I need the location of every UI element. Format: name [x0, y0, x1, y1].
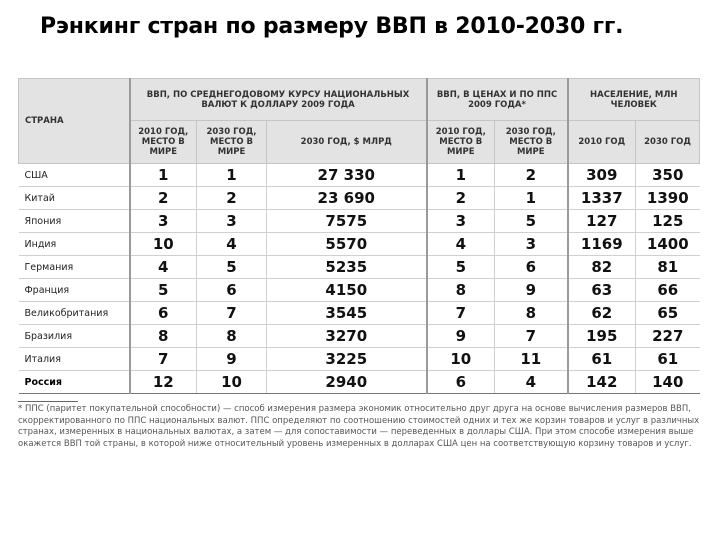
ppp-rank-2010-cell: 9 — [427, 325, 495, 348]
rank-2030-cell: 2 — [197, 187, 267, 210]
population-2010-cell: 195 — [568, 325, 636, 348]
ppp-rank-2030-header: 2030 ГОД, МЕСТО В МИРЕ — [495, 121, 568, 164]
rank-2010-cell: 5 — [130, 279, 197, 302]
rank-2010-cell: 1 — [130, 164, 197, 187]
ppp-rank-2010-cell: 8 — [427, 279, 495, 302]
population-2010-cell: 1337 — [568, 187, 636, 210]
rank-2030-cell: 4 — [197, 233, 267, 256]
population-2030-cell: 61 — [636, 348, 700, 371]
population-2010-cell: 63 — [568, 279, 636, 302]
country-name: Бразилия — [19, 325, 130, 348]
population-2030-cell: 81 — [636, 256, 700, 279]
population-2030-cell: 66 — [636, 279, 700, 302]
ppp-rank-2030-cell: 2 — [495, 164, 568, 187]
population-group-header: НАСЕЛЕНИЕ, МЛН ЧЕЛОВЕК — [568, 79, 700, 121]
rank-2030-cell: 1 — [197, 164, 267, 187]
ppp-rank-2010-cell: 10 — [427, 348, 495, 371]
rank-2010-cell: 7 — [130, 348, 197, 371]
ppp-rank-2030-cell: 1 — [495, 187, 568, 210]
rank-2010-cell: 3 — [130, 210, 197, 233]
rank-2030-cell: 5 — [197, 256, 267, 279]
gdp-2030-header: 2030 ГОД, $ МЛРД — [267, 121, 427, 164]
rank-2030-cell: 8 — [197, 325, 267, 348]
ppp-rank-2030-cell: 3 — [495, 233, 568, 256]
table-header-row-groups — [19, 79, 700, 121]
population-2030-cell: 125 — [636, 210, 700, 233]
population-2010-cell: 127 — [568, 210, 636, 233]
nominal-gdp-group-header: ВВП, ПО СРЕДНЕГОДОВОМУ КУРСУ НАЦИОНАЛЬНЫХ ВАЛЮТ К ДОЛЛАРУ 2009 ГОДА — [130, 79, 427, 121]
ppp-rank-2030-cell: 5 — [495, 210, 568, 233]
country-name: Великобритания — [19, 302, 130, 325]
ppp-rank-2030-cell: 7 — [495, 325, 568, 348]
gdp-2030-cell: 3545 — [267, 302, 427, 325]
ppp-rank-2010-cell: 4 — [427, 233, 495, 256]
gdp-2030-cell: 3225 — [267, 348, 427, 371]
population-2010-cell: 142 — [568, 371, 636, 394]
table-row — [19, 164, 700, 187]
population-2010-cell: 82 — [568, 256, 636, 279]
rank-2030-cell: 7 — [197, 302, 267, 325]
gdp-2030-cell: 5570 — [267, 233, 427, 256]
rank-2010-cell: 6 — [130, 302, 197, 325]
population-2030-cell: 1390 — [636, 187, 700, 210]
country-name: Германия — [19, 256, 130, 279]
table-row — [19, 302, 700, 325]
gdp-2030-cell: 3270 — [267, 325, 427, 348]
footnote-divider — [18, 401, 78, 402]
table-row — [19, 210, 700, 233]
rank-2010-header: 2010 ГОД, МЕСТО В МИРЕ — [130, 121, 197, 164]
population-2010-cell: 62 — [568, 302, 636, 325]
population-2010-header: 2010 ГОД — [568, 121, 636, 164]
population-2030-cell: 1400 — [636, 233, 700, 256]
ppp-rank-2010-cell: 6 — [427, 371, 495, 394]
ppp-rank-2030-cell: 9 — [495, 279, 568, 302]
population-2030-cell: 140 — [636, 371, 700, 394]
rank-2010-cell: 12 — [130, 371, 197, 394]
country-column-header: СТРАНА — [19, 79, 130, 164]
country-name: Франция — [19, 279, 130, 302]
population-2030-cell: 350 — [636, 164, 700, 187]
country-name: Россия — [19, 371, 130, 394]
rank-2010-cell: 4 — [130, 256, 197, 279]
country-name: Италия — [19, 348, 130, 371]
population-2030-cell: 65 — [636, 302, 700, 325]
gdp-2030-cell: 4150 — [267, 279, 427, 302]
ppp-gdp-group-header: ВВП, В ЦЕНАХ И ПО ППС 2009 ГОДА* — [427, 79, 568, 121]
population-2010-cell: 61 — [568, 348, 636, 371]
table-row — [19, 233, 700, 256]
country-name: США — [19, 164, 130, 187]
gdp-2030-cell: 7575 — [267, 210, 427, 233]
ppp-rank-2010-header: 2010 ГОД, МЕСТО В МИРЕ — [427, 121, 495, 164]
gdp-2030-cell: 23 690 — [267, 187, 427, 210]
population-2010-cell: 1169 — [568, 233, 636, 256]
ppp-rank-2010-cell: 1 — [427, 164, 495, 187]
population-2030-cell: 227 — [636, 325, 700, 348]
gdp-ranking-table — [18, 78, 700, 394]
gdp-2030-cell: 2940 — [267, 371, 427, 394]
rank-2010-cell: 2 — [130, 187, 197, 210]
rank-2010-cell: 10 — [130, 233, 197, 256]
country-name: Япония — [19, 210, 130, 233]
table-row — [19, 279, 700, 302]
ppp-rank-2030-cell: 6 — [495, 256, 568, 279]
table-row — [19, 371, 700, 394]
ppp-rank-2030-cell: 11 — [495, 348, 568, 371]
table-row — [19, 348, 700, 371]
rank-2030-cell: 10 — [197, 371, 267, 394]
rank-2030-header: 2030 ГОД, МЕСТО В МИРЕ — [197, 121, 267, 164]
rank-2030-cell: 6 — [197, 279, 267, 302]
table-row — [19, 256, 700, 279]
ppp-rank-2010-cell: 7 — [427, 302, 495, 325]
ppp-rank-2010-cell: 5 — [427, 256, 495, 279]
gdp-2030-cell: 5235 — [267, 256, 427, 279]
gdp-2030-cell: 27 330 — [267, 164, 427, 187]
ppp-rank-2010-cell: 2 — [427, 187, 495, 210]
table-row — [19, 187, 700, 210]
page-title: Рэнкинг стран по размеру ВВП в 2010-2030 гг. — [40, 14, 624, 39]
population-2030-header: 2030 ГОД — [636, 121, 700, 164]
population-2010-cell: 309 — [568, 164, 636, 187]
ppp-rank-2030-cell: 4 — [495, 371, 568, 394]
ppp-rank-2010-cell: 3 — [427, 210, 495, 233]
table-row — [19, 325, 700, 348]
country-name: Китай — [19, 187, 130, 210]
ppp-rank-2030-cell: 8 — [495, 302, 568, 325]
rank-2030-cell: 3 — [197, 210, 267, 233]
footnote: * ППС (паритет покупательной способности) — способ измерения размера экономик относительно друг друга на основе вычисления размеров ВВП, скорректированного по ППС национальных валют. ППС определяют по соотношению стоимостей одних и тех же корзин товаров и услуг в различных странах, измеренных в национальных валютах, а затем — для сопоставимости — переведенных в доллары США. При этом способе измерения выше окажется ВВП той страны, в которой ниже относительный уровень измеренных в долларах США цен на соответствующую корзину товаров и услуг. — [18, 404, 700, 449]
rank-2010-cell: 8 — [130, 325, 197, 348]
country-name: Индия — [19, 233, 130, 256]
rank-2030-cell: 9 — [197, 348, 267, 371]
